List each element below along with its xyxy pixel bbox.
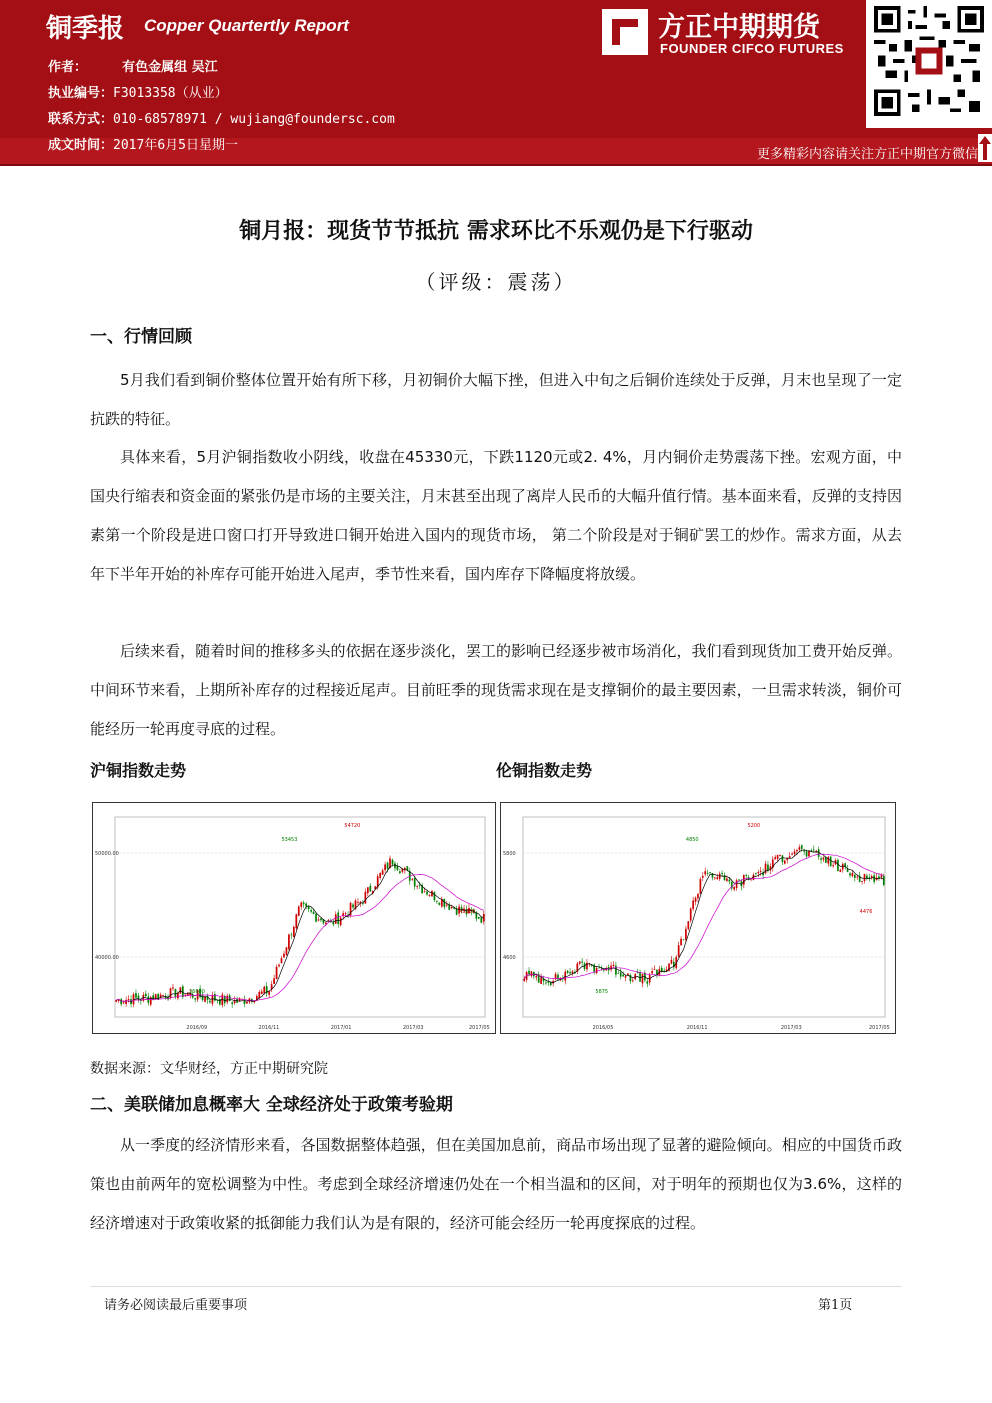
candle-body bbox=[854, 875, 856, 878]
candle-body bbox=[738, 879, 740, 880]
candle-body bbox=[263, 987, 265, 993]
report-name-en: Copper Quartertly Report bbox=[144, 16, 349, 35]
author-line bbox=[48, 56, 218, 75]
brand-name-cn: 方正中期期货 bbox=[658, 12, 820, 43]
candle-body bbox=[726, 879, 728, 881]
contact-line bbox=[48, 108, 395, 127]
candle-body bbox=[813, 850, 815, 851]
candle-body bbox=[436, 901, 438, 902]
candle-body bbox=[581, 962, 583, 963]
chart-shfe-copper bbox=[92, 802, 496, 1034]
page-header bbox=[0, 0, 992, 174]
candle-body bbox=[745, 875, 747, 876]
qr-code-icon bbox=[874, 6, 984, 116]
candle-body bbox=[871, 876, 873, 877]
candle-body bbox=[782, 855, 784, 862]
candle-body bbox=[402, 869, 404, 872]
candle-body bbox=[278, 965, 280, 966]
candle-body bbox=[295, 914, 297, 928]
candle-body bbox=[212, 995, 214, 1003]
x-tick-label: 2016/11 bbox=[686, 1025, 708, 1031]
candle-body bbox=[204, 997, 206, 1002]
candle-body bbox=[596, 968, 598, 973]
candle-body bbox=[320, 918, 322, 920]
price-annotation: 4476 bbox=[859, 909, 873, 915]
arrow-up-icon bbox=[978, 134, 992, 162]
candle-body bbox=[145, 994, 147, 996]
candle-body bbox=[528, 971, 530, 974]
candle-body bbox=[687, 921, 689, 929]
candle-body bbox=[392, 860, 394, 865]
candle-body bbox=[825, 858, 827, 863]
candle-body bbox=[332, 923, 334, 925]
candle-body bbox=[303, 903, 305, 905]
paragraph-4: 从一季度的经济情形来看，各国数据整体趋强，但在美国加息前，商品市场出现了显著的避险倾向。相应的中国货币政策也由前两年的宽松调整为中性。考虑到全球经济增速仍处在一个相当温和的区间，对于明年的预期也仅为3.6%，这样的经济增速对于政策收紧的抵御能力我们认为是有限的，经济可能会经历一轮再度探底的过程。 bbox=[90, 1136, 902, 1232]
candle-body bbox=[175, 989, 177, 997]
x-tick-label: 2017/03 bbox=[780, 1025, 802, 1031]
candle-body bbox=[162, 995, 164, 996]
candle-body bbox=[625, 976, 627, 977]
candle-body bbox=[318, 919, 320, 920]
date-line bbox=[48, 134, 238, 153]
candle-body bbox=[818, 849, 820, 856]
page-number: 第1页 bbox=[818, 1298, 853, 1313]
candle-body bbox=[170, 988, 172, 998]
header-divider bbox=[0, 164, 992, 166]
candle-body bbox=[678, 945, 680, 956]
candle-body bbox=[646, 981, 648, 983]
candle-body bbox=[690, 908, 692, 920]
candle-body bbox=[866, 876, 868, 879]
author-value: 有色金属组 吴江 bbox=[122, 60, 218, 75]
candle-body bbox=[849, 873, 851, 875]
plot-area bbox=[523, 817, 885, 1017]
candle-body bbox=[288, 935, 290, 950]
x-tick-label: 2016/05 bbox=[592, 1025, 614, 1031]
paragraph-1: 5月我们看到铜价整体位置开始有所下移，月初铜价大幅下挫，但进入中旬之后铜价连续处于反弹，月末也呈现了一定抗跌的特征。 bbox=[90, 371, 902, 428]
candle-body bbox=[632, 980, 634, 981]
article-title: 铜月报：现货节节抵抗 需求环比不乐观仍是下行驱动 bbox=[239, 219, 753, 244]
candle-body bbox=[820, 858, 822, 860]
candle-body bbox=[231, 1002, 233, 1004]
wechat-qr-code bbox=[866, 0, 992, 128]
candle-body bbox=[451, 907, 453, 908]
candle-body bbox=[313, 912, 315, 914]
candle-body bbox=[382, 870, 384, 874]
candle-body bbox=[125, 1000, 127, 1004]
x-tick-label: 2017/05 bbox=[869, 1025, 890, 1031]
license-line bbox=[48, 82, 228, 101]
x-tick-label: 2017/03 bbox=[402, 1025, 424, 1031]
candle-body bbox=[695, 898, 697, 902]
candle-body bbox=[315, 914, 317, 922]
candle-body bbox=[177, 993, 179, 998]
candle-body bbox=[172, 987, 174, 988]
candle-body bbox=[335, 914, 337, 923]
candle-body bbox=[620, 972, 622, 976]
chart-lme-svg bbox=[501, 803, 895, 1033]
candle-body bbox=[406, 866, 408, 870]
candle-body bbox=[613, 965, 615, 966]
data-source: 数据来源：文华财经，方正中期研究院 bbox=[90, 1061, 328, 1077]
candle-body bbox=[540, 977, 542, 984]
candle-body bbox=[794, 851, 796, 854]
candle-body bbox=[700, 879, 702, 894]
candle-body bbox=[627, 973, 629, 975]
candle-body bbox=[446, 905, 448, 906]
follow-wechat-text: 更多精彩内容请关注方正中期官方微信 bbox=[756, 147, 978, 162]
price-annotation: 36600 bbox=[189, 989, 205, 995]
candle-body bbox=[283, 954, 285, 958]
candle-body bbox=[827, 857, 829, 864]
y-tick-label: 40000.00 bbox=[95, 955, 119, 961]
candle-body bbox=[345, 913, 347, 914]
contact-value: 010-68578971 / wujiang@foundersc.com bbox=[113, 112, 395, 127]
candle-body bbox=[411, 879, 413, 880]
candle-body bbox=[861, 881, 863, 882]
candle-body bbox=[692, 900, 694, 908]
candle-body bbox=[569, 972, 571, 973]
candle-body bbox=[414, 878, 416, 886]
candle-body bbox=[268, 991, 270, 995]
candle-body bbox=[567, 971, 569, 973]
price-annotation: 4850 bbox=[685, 837, 699, 843]
candle-body bbox=[733, 887, 735, 890]
candle-body bbox=[881, 875, 883, 877]
candle-body bbox=[202, 995, 204, 1000]
price-annotation: 54720 bbox=[344, 823, 361, 829]
candle-body bbox=[194, 998, 196, 999]
candle-body bbox=[683, 939, 685, 940]
candle-body bbox=[840, 870, 842, 872]
candle-body bbox=[439, 903, 441, 905]
candle-body bbox=[779, 855, 781, 856]
y-tick-label: 4600 bbox=[503, 955, 516, 961]
candle-body bbox=[842, 864, 844, 870]
candle-body bbox=[755, 873, 757, 874]
candle-body bbox=[416, 886, 418, 887]
candle-body bbox=[209, 1001, 211, 1003]
candle-body bbox=[261, 991, 263, 993]
candle-body bbox=[483, 914, 485, 921]
candle-body bbox=[291, 934, 293, 935]
brand-logo bbox=[602, 5, 862, 60]
candle-body bbox=[714, 878, 716, 879]
brand-mark-icon bbox=[602, 9, 648, 55]
candle-body bbox=[337, 912, 339, 923]
candle-body bbox=[286, 947, 288, 954]
candle-body bbox=[704, 871, 706, 874]
candle-body bbox=[832, 865, 834, 866]
candle-body bbox=[837, 860, 839, 871]
candle-body bbox=[736, 880, 738, 888]
candle-body bbox=[767, 865, 769, 871]
candle-body bbox=[615, 966, 617, 975]
candle-body bbox=[774, 857, 776, 859]
candle-body bbox=[743, 875, 745, 885]
candle-body bbox=[394, 863, 396, 868]
x-tick-label: 2017/05 bbox=[469, 1025, 490, 1031]
chart-shfe-svg bbox=[93, 803, 495, 1033]
candle-body bbox=[852, 873, 854, 876]
x-tick-label: 2016/09 bbox=[186, 1025, 208, 1031]
candle-body bbox=[883, 876, 885, 885]
candle-body bbox=[365, 892, 367, 904]
candle-body bbox=[777, 855, 779, 859]
candle-body bbox=[721, 873, 723, 874]
candle-body bbox=[796, 850, 798, 851]
candle-body bbox=[671, 960, 673, 964]
candle-body bbox=[293, 927, 295, 937]
candle-body bbox=[478, 917, 480, 918]
plot-area bbox=[115, 817, 485, 1017]
footer-notice: 请务必阅读最后重要事项 bbox=[104, 1298, 248, 1313]
candle-body bbox=[864, 874, 866, 881]
candle-body bbox=[310, 910, 312, 912]
candle-body bbox=[298, 907, 300, 916]
candle-body bbox=[878, 876, 880, 878]
candle-body bbox=[823, 857, 825, 859]
candle-body bbox=[654, 969, 656, 970]
candle-body bbox=[300, 903, 302, 907]
x-tick-label: 2016/11 bbox=[258, 1025, 280, 1031]
candle-body bbox=[630, 975, 632, 981]
price-annotation: 5200 bbox=[747, 823, 761, 829]
candle-body bbox=[642, 974, 644, 983]
candle-body bbox=[545, 983, 547, 984]
section-heading-2: 二、美联储加息概率大 全球经济处于政策考验期 bbox=[90, 1095, 453, 1115]
candle-body bbox=[680, 939, 682, 946]
candle-body bbox=[617, 973, 619, 974]
candle-body bbox=[716, 877, 718, 879]
candle-body bbox=[399, 871, 401, 873]
x-tick-label: 2017/01 bbox=[330, 1025, 352, 1031]
candle-body bbox=[480, 917, 482, 922]
candle-body bbox=[685, 929, 687, 940]
candle-body bbox=[806, 851, 808, 856]
candle-body bbox=[757, 872, 759, 873]
candle-body bbox=[214, 994, 216, 1001]
contact-label: 联系方式： bbox=[48, 112, 114, 127]
chart-title-shfe: 沪铜指数走势 bbox=[90, 761, 187, 780]
candle-body bbox=[379, 873, 381, 878]
candle-body bbox=[305, 904, 307, 907]
candle-body bbox=[244, 999, 246, 1004]
candle-body bbox=[367, 887, 369, 893]
candle-body bbox=[639, 972, 641, 982]
license-value: F3013358（从业） bbox=[113, 86, 228, 101]
candle-body bbox=[369, 886, 371, 892]
candle-body bbox=[276, 967, 278, 979]
candle-body bbox=[728, 880, 730, 882]
candle-body bbox=[724, 875, 726, 880]
candle-body bbox=[434, 892, 436, 900]
candle-body bbox=[340, 918, 342, 925]
candle-body bbox=[226, 996, 228, 1002]
candle-body bbox=[697, 894, 699, 898]
candle-body bbox=[760, 871, 762, 872]
candle-body bbox=[523, 979, 525, 981]
rating: （评级：震荡） bbox=[415, 270, 577, 294]
author-label: 作者： bbox=[48, 60, 88, 75]
candle-body bbox=[622, 975, 624, 977]
candle-body bbox=[429, 895, 431, 896]
candle-body bbox=[719, 874, 721, 879]
y-tick-label: 5800 bbox=[503, 851, 516, 857]
candle-body bbox=[419, 885, 421, 886]
license-label: 执业编号： bbox=[48, 86, 114, 101]
candle-body bbox=[426, 892, 428, 895]
candle-body bbox=[384, 864, 386, 870]
candle-body bbox=[246, 1002, 248, 1004]
candle-body bbox=[784, 861, 786, 864]
candle-body bbox=[357, 902, 359, 903]
candle-body bbox=[135, 993, 137, 997]
date-value: 2017年6月5日星期一 bbox=[113, 138, 238, 153]
candle-body bbox=[702, 876, 704, 878]
candle-body bbox=[424, 891, 426, 892]
section-heading-1: 一、行情回顾 bbox=[90, 327, 192, 347]
candle-body bbox=[308, 907, 310, 910]
paragraph-2: 具体来看，5月沪铜指数收小阴线，收盘在45330元，下跌1120元或2. 4%，月内铜价走势震荡下挫。宏观方面，中国央行缩表和资金面的紧张仍是市场的主要关注，月末甚至出现了离岸人民币的大幅升值行情。基本面来看，反弹的支持因素第一个阶段是进口窗口打开导致进口铜开始进入国内的现货市场， 第二个阶段是对于铜矿罢工的炒作。需求方面，从去年下半年开始的补库存可能开始进入尾声，季节性来看，国内库存下降幅度将放缓。 bbox=[90, 448, 902, 583]
chart-title-lme: 伦铜指数走势 bbox=[496, 761, 593, 780]
candle-body bbox=[123, 1002, 125, 1003]
candle-body bbox=[397, 866, 399, 870]
footer-divider bbox=[90, 1286, 902, 1287]
report-name: 铜季报 bbox=[46, 14, 125, 44]
candle-body bbox=[651, 971, 653, 973]
price-annotation: 5875 bbox=[595, 989, 609, 995]
candle-body bbox=[830, 857, 832, 867]
candle-body bbox=[184, 995, 186, 996]
y-tick-label: 50000.00 bbox=[95, 851, 119, 857]
brand-name-en: FOUNDER CIFCO FUTURES bbox=[660, 41, 844, 56]
date-label: 成文时间： bbox=[48, 138, 114, 153]
candle-body bbox=[798, 847, 800, 849]
price-annotation: 45330 bbox=[459, 909, 476, 915]
candle-body bbox=[579, 961, 581, 963]
candle-body bbox=[709, 872, 711, 873]
candle-body bbox=[535, 976, 537, 977]
candle-body bbox=[856, 877, 858, 878]
price-annotation: 53453 bbox=[281, 837, 298, 843]
paragraph-3: 后续来看，随着时间的推移多头的依据在逐步淡化，罢工的影响已经逐步被市场消化，我们看到现货加工费开始反弹。中间环节来看，上期所补库存的过程接近尾声。目前旺季的现货需求现在是支撑铜价的最主要因素，一旦需求转淡，铜价可能经历一轮再度寻底的过程。 bbox=[90, 642, 902, 738]
candle-body bbox=[273, 978, 275, 984]
chart-lme-copper bbox=[500, 802, 896, 1034]
candle-body bbox=[707, 873, 709, 874]
candle-body bbox=[873, 875, 875, 881]
candle-body bbox=[258, 992, 260, 998]
candle-body bbox=[531, 971, 533, 976]
candle-body bbox=[352, 905, 354, 908]
candle-body bbox=[387, 863, 389, 869]
candle-body bbox=[128, 999, 130, 1000]
candle-body bbox=[281, 958, 283, 963]
candle-body bbox=[120, 999, 122, 1004]
candle-body bbox=[801, 845, 803, 849]
candle-body bbox=[791, 854, 793, 855]
candle-body bbox=[219, 999, 221, 1004]
